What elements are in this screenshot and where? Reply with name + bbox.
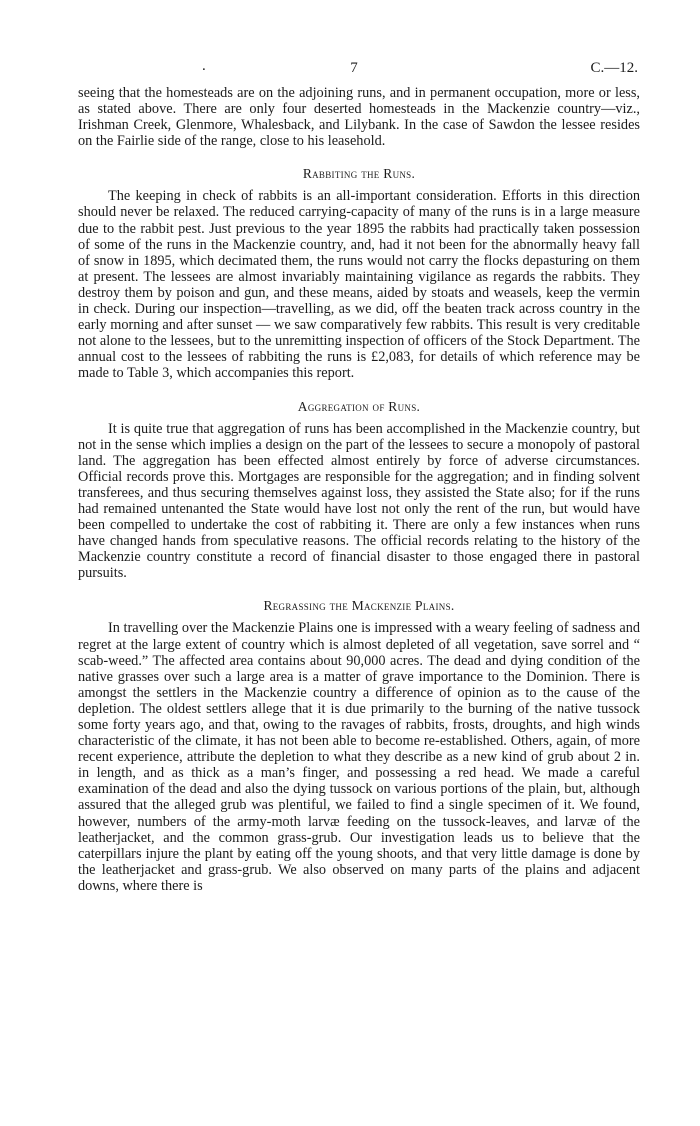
section-heading-aggregation: Aggregation of Runs. (297, 398, 421, 414)
section-heading-rabbiting: Rabbiting the Runs. (302, 166, 416, 182)
page-number: 7 (350, 60, 358, 76)
section-paragraph-aggregation: It is quite true that aggregation of runs has been accomplished in the Mackenzie country, but not in the sense which implies a design on the part of the lessees to secure a monopoly of pastoral land. The aggregation has been effected almost entirely by force of adverse circumstances. Official records prove this. Mortgages are responsible for the aggregation; and in finding solvent transferees, and thus securing themselves against loss, they assisted the State also; for if the runs had remained untenanted the State would have lost not only the rent of the run, but would have been compelled to undertake the cost of rabbiting it. There are only a few instances when runs have changed hands from speculative reasons. The official records relating to the history of the Mackenzie country constitute a record of financial disaster to those engaged there in pastoral pursuits. (78, 420, 640, 582)
section-paragraph-regrassing: In travelling over the Mackenzie Plains one is impressed with a weary feeling of sadness and regret at the large extent of country which is almost depleted of all vegetation, save sorrel and “ scab-weed.” The affected area contains about 90,000 acres. The dead and dying condition of the native grasses over such a large area is a matter of grave importance to the Dominion. There is amongst the settlers in the Mackenzie country a difference of opinion as to the cause of the depletion. The oldest settlers allege that it is due primarily to the burning of the native tussock some forty years ago, and that, owing to the ravages of rabbits, frosts, droughts, and high winds characteristic of the climate, it has not been able to become re-established. Others, again, of more recent experience, attribute the depletion to what they describe as a new kind of grub about 2 in. in length, and as thick as a man’s finger, and possessing a red head. We made a careful examination of the dead and also the dying tussock on various portions of the plain, but, although assured that the alleged grub was plentiful, we failed to find a single specimen of it. We found, however, numbers of the army-moth larvæ feeding on the tussock-leaves, and larvæ of the leatherjacket, and the common grass-grub. Our investigation leads us to believe that the caterpillars injure the plant by eating off the young shoots, and that very little damage is done by the leatherjacket and grass-grub. We also observed on many parts of the plains and adjacent downs, where there is (78, 620, 640, 894)
continued-paragraph: seeing that the homesteads are on the adjoining runs, and in permanent occupation, more or less, as stated above. There are only four deserted homesteads in the Mackenzie country—viz., Irishman Creek, Glenmore, Whalesback, and Lilybank. In the case of Sawdon the lessee resides on the Fairlie side of the range, close to his leasehold. (78, 85, 640, 150)
running-header (78, 60, 638, 78)
section-heading-regrassing: Regrassing the Mackenzie Plains. (263, 598, 455, 614)
header-dot: . (202, 58, 206, 74)
page-body (78, 85, 640, 894)
section-paragraph-rabbiting: The keeping in check of rabbits is an all-important consideration. Efforts in this direction should never be relaxed. The reduced carrying-capacity of many of the runs is in a large measure due to the rabbit pest. Just previous to the year 1895 the rabbits had practically taken possession of some of the runs in the Mackenzie country, and, had it not been for the abnormally heavy fall of snow in 1895, which decimated them, the runs would not carry the flocks depasturing on them at present. The lessees are almost invariably maintaining vigilance as regards the rabbits. They destroy them by poison and gun, and these means, aided by stoats and weasels, keep the vermin in check. During our inspection—travelling, as we did, off the beaten track across country in the early morning and after sunset — we saw comparatively few rabbits. This result is very creditable not alone to the lessees, but to the unremitting inspection of officers of the Stock Department. The annual cost to the lessees of rabbiting the runs is £2,083, for details of which reference may be made to Table 3, which accompanies this report. (78, 188, 640, 382)
paper-series-number: C.—12. (590, 60, 638, 76)
